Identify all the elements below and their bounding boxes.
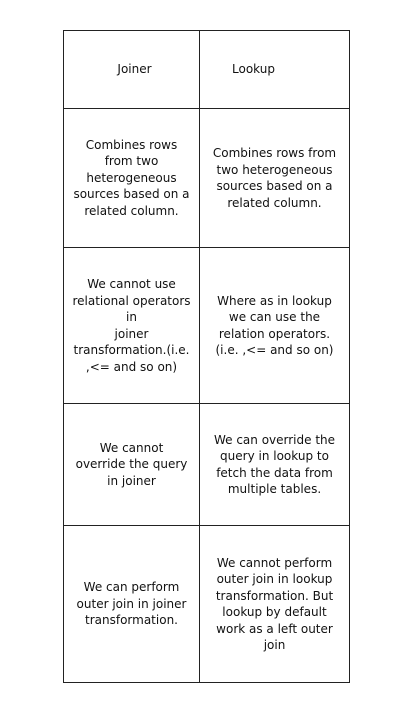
joiner-cell-text: Combines rows from two heterogeneous sources based on a related column. — [73, 137, 190, 218]
joiner-cell — [64, 109, 200, 248]
joiner-cell — [64, 248, 200, 404]
joiner-cell-text: We cannot override the query in joiner — [75, 440, 188, 488]
lookup-cell — [200, 248, 350, 404]
header-joiner — [64, 31, 200, 109]
table-row — [64, 109, 350, 248]
lookup-cell — [200, 526, 350, 683]
header-lookup-label: Lookup — [232, 62, 275, 77]
joiner-cell — [64, 404, 200, 526]
lookup-cell — [200, 109, 350, 248]
lookup-cell-text: Combines rows from two heterogeneous sources based on a related column. — [212, 146, 337, 210]
joiner-cell-text: We can perform outer join in joiner transformation. — [76, 580, 187, 628]
lookup-cell-text: We cannot perform outer join in lookup transformation. But lookup by default work as a left outer join — [215, 555, 334, 652]
header-joiner-label: Joiner — [117, 62, 152, 77]
header-row — [64, 31, 350, 109]
table-row — [64, 248, 350, 404]
table-row — [64, 404, 350, 526]
header-lookup — [200, 31, 350, 109]
joiner-cell-text: We cannot use relational operators in joiner transformation.(i.e. ,<= and so on) — [72, 277, 191, 374]
lookup-cell — [200, 404, 350, 526]
lookup-cell-text: Where as in lookup we can use the relation operators. (i.e. ,<= and so on) — [215, 293, 334, 357]
table-row — [64, 526, 350, 683]
joiner-cell — [64, 526, 200, 683]
lookup-cell-text: We can override the query in lookup to fetch the data from multiple tables. — [213, 432, 336, 496]
comparison-table — [63, 30, 350, 683]
